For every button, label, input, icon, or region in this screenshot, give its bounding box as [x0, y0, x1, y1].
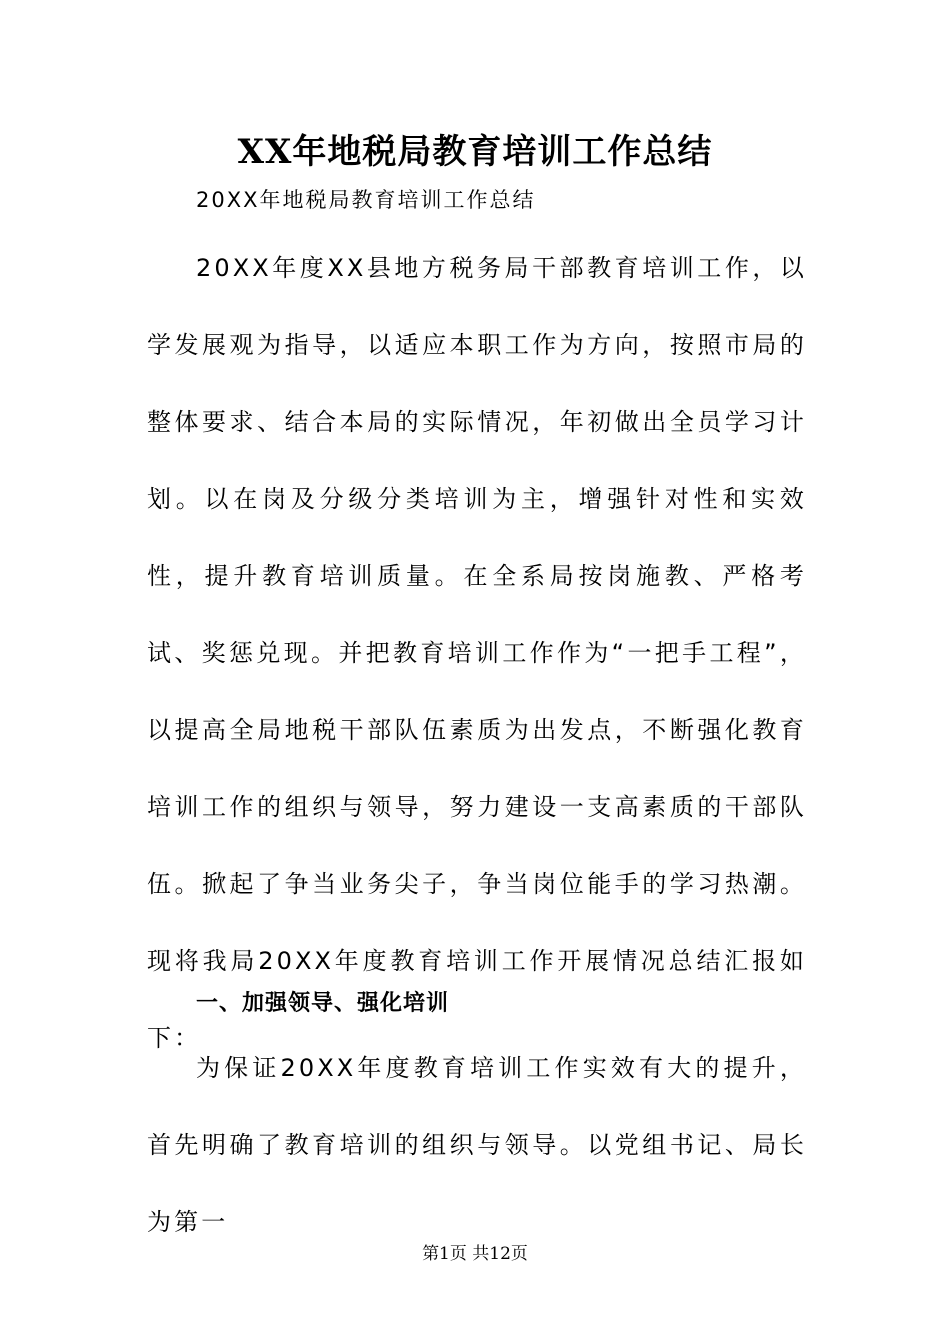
body-paragraph-2: 为保证20XX年度教育培训工作实效有大的提升，首先明确了教育培训的组织与领导。以党组书记、局长为第一: [147, 1054, 807, 1236]
document-subtitle: 20XX年地税局教育培训工作总结: [196, 188, 536, 212]
body-paragraph-1: 20XX年度XX县地方税务局干部教育培训工作，以学发展观为指导，以适应本职工作为方向，按照市局的整体要求、结合本局的实际情况，年初做出全员学习计划。以在岗及分级分类培训为主，增强针对性和实效性，提升教育培训质量。在全系局按岗施教、严格考试、奖惩兑现。并把教育培训工作作为“一把手工程”，以提高全局地税干部队伍素质为出发点，不断强化教育培训工作的组织与领导，努力建设一支高素质的干部队伍。掀起了争当业务尖子，争当岗位能手的学习热潮。现将我局20XX年度教育培训工作开展情况总结汇报如下：: [147, 254, 807, 1052]
document-title: XX年地税局教育培训工作总结: [237, 132, 713, 172]
page-number-footer: 第1页 共12页: [422, 1244, 528, 1264]
section-heading-1: 一、加强领导、强化培训: [196, 991, 450, 1016]
